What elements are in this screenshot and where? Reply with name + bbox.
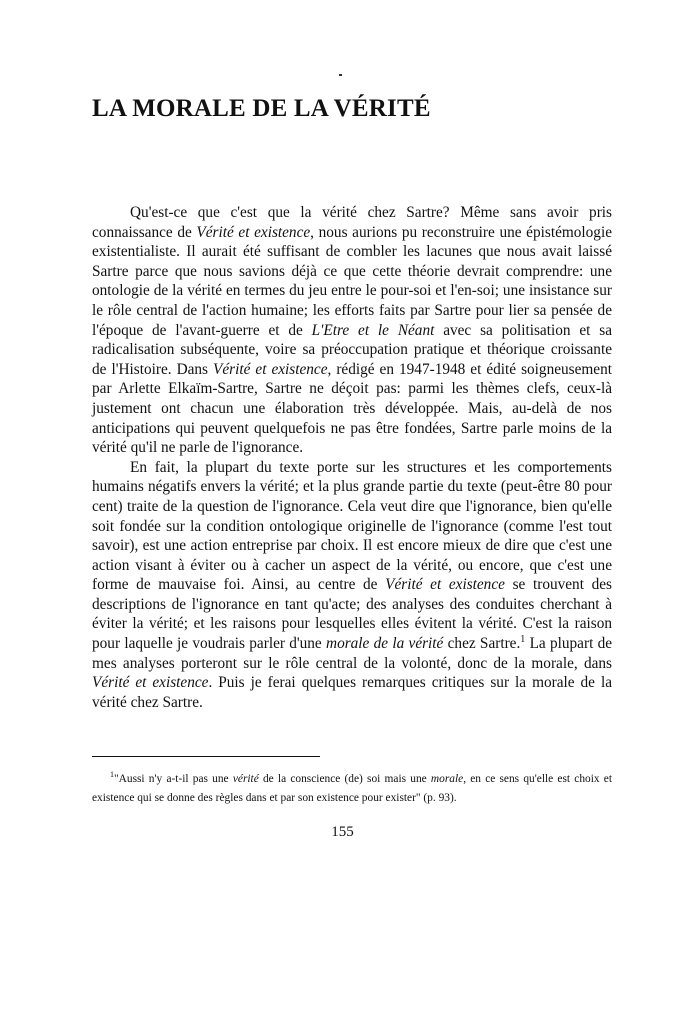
text-run: de la conscience (de) soi mais une — [258, 773, 431, 785]
italic-word: morale — [430, 773, 464, 785]
text-run: Qu'est-ce que c'est que la vérité chez Sartre? Même sans avoir pris connaissance de — [92, 204, 612, 241]
footnote — [92, 770, 612, 808]
text-run: , en ce sens qu'elle est choix et existence qui se donne des règles dans et par son existence pour exister" (p. 93). — [92, 773, 612, 804]
paragraph-1 — [92, 203, 612, 458]
footnote-divider — [92, 756, 320, 757]
italic-title: Vérité et existence — [196, 223, 311, 241]
text-run: chez Sartre. — [443, 635, 521, 653]
page-number: 155 — [331, 824, 354, 840]
footnote-text — [92, 770, 612, 808]
text-run: avec sa politisation et sa radicalisation subséquente, voire sa préoccupation pratique et théorique croissante de l'Histoire. Dans — [92, 321, 612, 378]
text-run: "Aussi n'y a-t-il pas une — [114, 773, 233, 785]
top-mark — [339, 74, 342, 76]
italic-phrase: morale de la vérité — [326, 635, 444, 653]
italic-title: Vérité et existence — [92, 674, 209, 692]
paragraph-2 — [92, 458, 612, 713]
italic-title: Vérité et existence — [213, 360, 328, 378]
footnote-ref[interactable]: 1 — [520, 633, 526, 645]
text-run: La plupart de mes analyses porteront sur le rôle central de la volonté, donc de la morale, dans — [92, 635, 613, 672]
page-title: LA MORALE DE LA VÉRITÉ — [92, 95, 431, 122]
text-run: se trouvent des descriptions de l'ignorance en tant qu'acte; des analyses des conduites cherchant à éviter la vérité; et les raisons pour lesquelles elles évitent la vérité. C'est la raison pour laquelle je voudrais parler d'une — [92, 576, 612, 653]
italic-title: Vérité et existence — [385, 576, 505, 594]
text-run: . Puis je ferai quelques remarques critiques sur la morale de la vérité chez Sartre. — [92, 674, 612, 711]
text-run: En fait, la plupart du texte porte sur les structures et les comportements humains négatifs envers la vérité; et la plus grande partie du texte (peut-être 80 pour cent) traite de la question de l'ignorance. Cela veut dire que l'ignorance, bien qu'elle soit fondée sur la condition ontologique originelle de l'ignorance (comme l'est tout savoir), est une action entreprise par choix. Il est encore mieux de dire que c'est une action visant à éviter ou à cacher un aspect de la vérité, ou encore, que c'est une forme de mauvaise foi. Ainsi, au centre de — [92, 458, 612, 594]
italic-title: L'Etre et le Néant — [311, 321, 435, 339]
footnote-marker: 1 — [110, 770, 114, 780]
body-text — [92, 203, 612, 712]
italic-word: vérité — [232, 773, 259, 785]
text-run: , nous aurions pu reconstruire une épistémologie existentialiste. Il aurait été suffisant de combler les lacunes que nous avait laissé Sartre parce que nous savions déjà ce que cette théorie devrait comprendre: une ontologie de la vérité en termes du jeu entre le pour-soi et l'en-soi; une insistance sur le rôle central de l'action humaine; les efforts faits par Sartre pour lier sa pensée de l'époque de l'avant-guerre et de — [92, 223, 612, 339]
text-run: , rédigé en 1947-1948 et édité soigneusement par Arlette Elkaïm-Sartre, Sartre ne déçoit pas: parmi les thèmes clefs, ceux-là justement ont chacun une élaboration très développée. Mais, au-delà de nos anticipations qui peuvent quelquefois ne pas être fondées, Sartre parle moins de la vérité qu'il ne parle de l'ignorance. — [92, 360, 612, 457]
